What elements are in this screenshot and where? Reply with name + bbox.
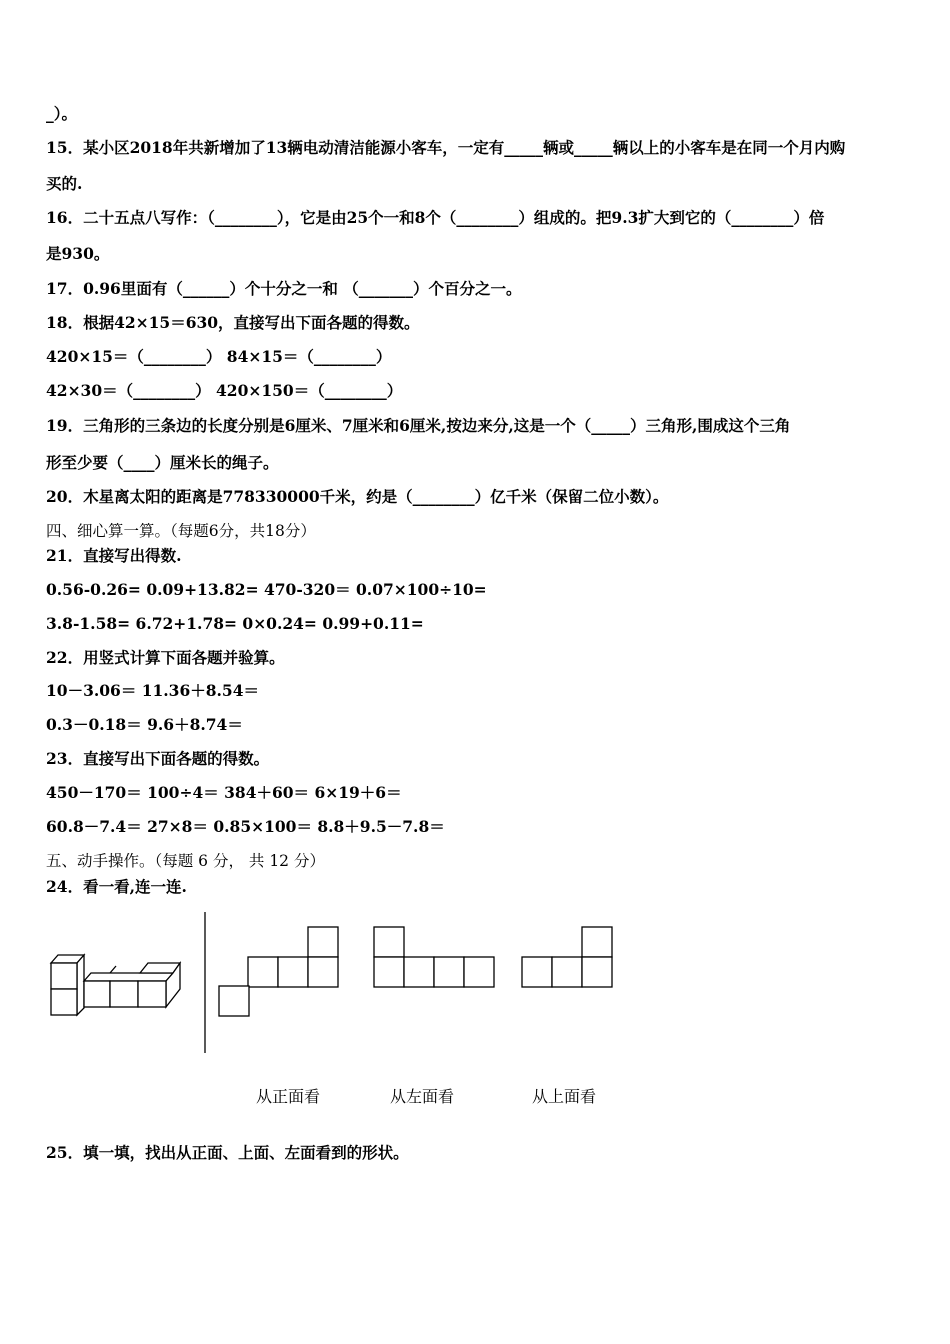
question-19-line-1: 19．三角形的三条边的长度分别是6厘米、7厘米和6厘米,按边来分,这是一个（_____）三角形,围成这个三角 [46, 416, 791, 435]
question-22-row-2: 0.3－0.18＝ 9.6＋8.74＝ [46, 715, 243, 734]
caption-left-view: 从左面看 [390, 1087, 455, 1106]
question-24: 24．看一看,连一连. [46, 877, 187, 896]
question-21: 21．直接写出得数. [46, 546, 182, 565]
question-21-row-2: 3.8-1.58= 6.72+1.78= 0×0.24= 0.99+0.11= [46, 614, 424, 633]
view-shape-2 [374, 927, 494, 987]
question-16-line-2: 是930。 [46, 244, 110, 263]
question-23: 23．直接写出下面各题的得数。 [46, 749, 270, 768]
cube-solid [51, 955, 180, 1015]
question-17: 17．0.96里面有（______）个十分之一和 （_______）个百分之一。 [46, 279, 522, 298]
question-22: 22．用竖式计算下面各题并验算。 [46, 648, 285, 667]
question-18: 18．根据42×15＝630，直接写出下面各题的得数。 [46, 313, 420, 332]
caption-top-view: 从上面看 [532, 1087, 597, 1106]
question-15-line-1: 15．某小区2018年共新增加了13辆电动清洁能源小客车，一定有_____辆或_____辆以上的小客车是在同一个月内购 [46, 138, 846, 157]
question-18-row-1: 420×15＝（________） 84×15＝（________） [46, 347, 392, 366]
question-25: 25．填一填，找出从正面、上面、左面看到的形状。 [46, 1143, 409, 1162]
question-20: 20．木星离太阳的距离是778330000千米，约是（________）亿千米（保留二位小数）。 [46, 487, 669, 506]
question-18-row-2: 42×30＝（________） 420×150＝（________） [46, 381, 403, 400]
cube-views-figure [0, 900, 700, 1070]
view-shape-1 [219, 927, 338, 1016]
question-15-line-2: 买的. [46, 174, 83, 193]
section-5-heading: 五、动手操作。（每题 6 分， 共 12 分） [46, 852, 325, 870]
question-16-line-1: 16．二十五点八写作：（________），它是由25个一和8个（________）组成的。把9.3扩大到它的（________）倍 [46, 208, 825, 227]
question-22-row-1: 10－3.06＝ 11.36＋8.54＝ [46, 681, 260, 700]
fragment-line: _）。 [46, 104, 78, 123]
question-23-row-2: 60.8－7.4＝ 27×8＝ 0.85×100＝ 8.8＋9.5－7.8＝ [46, 817, 445, 836]
question-23-row-1: 450－170＝ 100÷4＝ 384＋60＝ 6×19＋6＝ [46, 783, 402, 802]
caption-front-view: 从正面看 [256, 1087, 321, 1106]
view-shape-3 [522, 927, 612, 987]
question-21-row-1: 0.56-0.26= 0.09+13.82= 470-320＝ 0.07×100÷10= [46, 580, 487, 599]
section-4-heading: 四、细心算一算。（每题6分，共18分） [46, 522, 316, 540]
question-19-line-2: 形至少要（____）厘米长的绳子。 [46, 453, 279, 472]
